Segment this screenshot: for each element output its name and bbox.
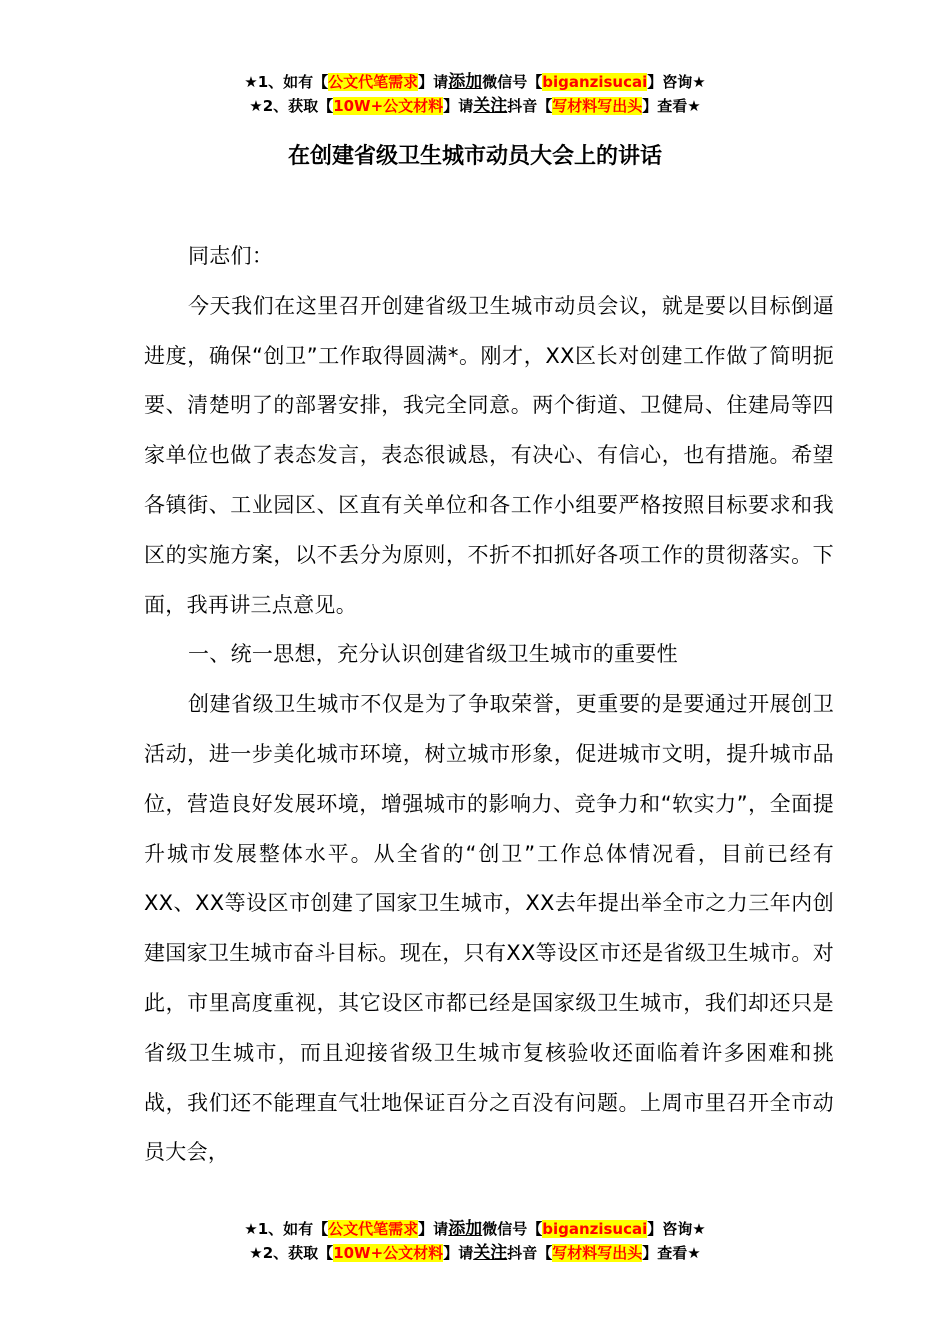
banner-line-1: ★1、如有【公文代笔需求】请添加微信号【biganzisucai】咨询★ [244, 1219, 706, 1239]
highlight-wechat-id: biganzisucai [542, 73, 648, 91]
document-body [144, 232, 834, 1178]
header-banner [0, 70, 950, 118]
highlight-wechat-id: biganzisucai [542, 1220, 648, 1238]
highlight-douyin: 写材料写出头 [552, 1244, 643, 1262]
banner-line-2: ★2、获取【10W+公文材料】请关注抖音【写材料写出头】查看★ [249, 1243, 701, 1263]
document-title: 在创建省级卫生城市动员大会上的讲话 [287, 144, 662, 169]
paragraph-section-1: 创建省级卫生城市不仅是为了争取荣誉，更重要的是要通过开展创卫活动，进一步美化城市环境，树立城市形象，促进城市文明，提升城市品位，营造良好发展环境，增强城市的影响力、竞争力和“软实力”，全面提升城市发展整体水平。从全省的“创卫”工作总体情况看，目前已经有XX、XX等设区市创建了国家卫生城市，XX去年提出举全市之力三年内创建国家卫生城市奋斗目标。现在，只有XX等设区市还是省级卫生城市。对此，市里高度重视，其它设区市都已经是国家级卫生城市，我们却还只是省级卫生城市，而且迎接省级卫生城市复核验收还面临着许多困难和挑战，我们还不能理直气壮地保证百分之百没有问题。上周市里召开全市动员大会， [144, 692, 834, 1165]
highlight-service: 公文代笔需求 [328, 1220, 419, 1238]
section-heading-1: 一、统一思想，充分认识创建省级卫生城市的重要性 [188, 642, 678, 667]
highlight-service: 公文代笔需求 [328, 73, 419, 91]
highlight-materials: 10W+公文材料 [333, 97, 444, 115]
banner-line-2: ★2、获取【10W+公文材料】请关注抖音【写材料写出头】查看★ [249, 96, 701, 116]
highlight-materials: 10W+公文材料 [333, 1244, 444, 1262]
banner-line-1: ★1、如有【公文代笔需求】请添加微信号【biganzisucai】咨询★ [244, 72, 706, 92]
footer-banner [0, 1217, 950, 1265]
salutation: 同志们： [188, 244, 274, 268]
paragraph-intro: 今天我们在这里召开创建省级卫生城市动员会议，就是要以目标倒逼进度，确保“创卫”工作取得圆满*。刚才，XX区长对创建工作做了简明扼要、清楚明了的部署安排，我完全同意。两个街道、卫健局、住建局等四家单位也做了表态发言，表态很诚恳，有决心、有信心，也有措施。希望各镇街、工业园区、区直有关单位和各工作小组要严格按照目标要求和我区的实施方案，以不丢分为原则，不折不扣抓好各项工作的贯彻落实。下面，我再讲三点意见。 [144, 293, 834, 617]
highlight-douyin: 写材料写出头 [552, 97, 643, 115]
